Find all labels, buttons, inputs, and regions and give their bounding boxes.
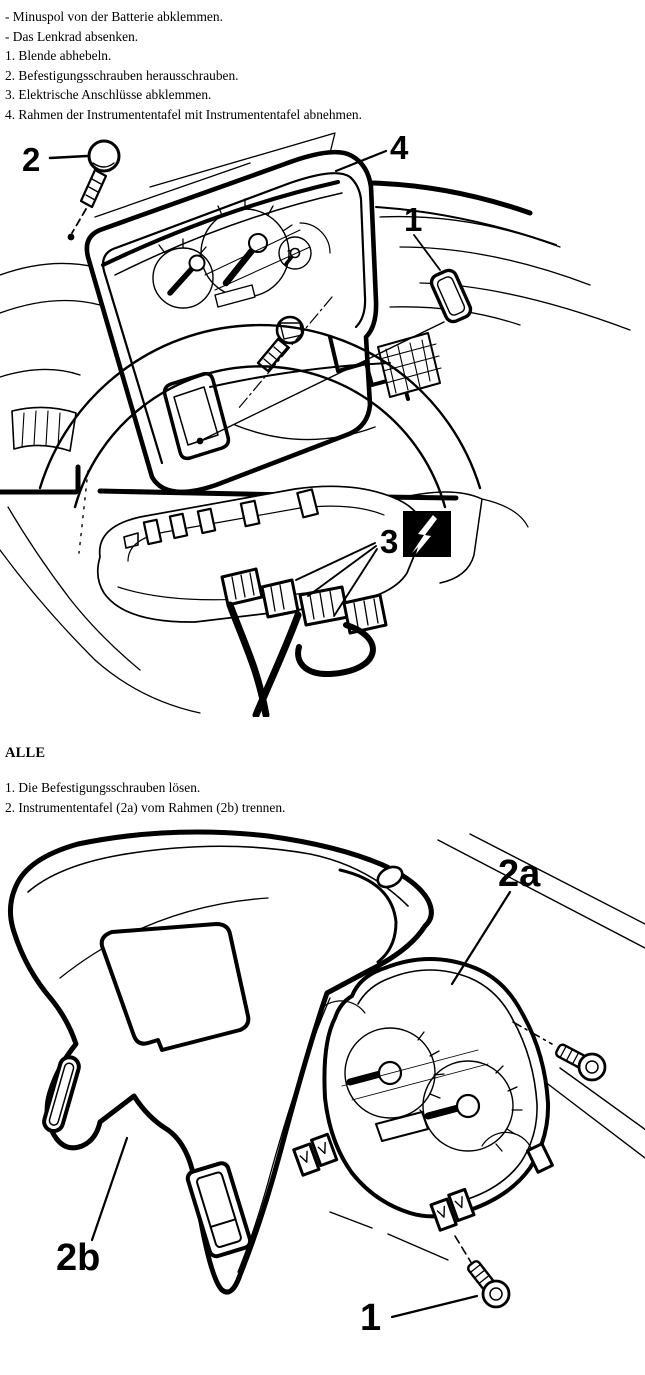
instruction-line: - Minuspol von der Batterie abklemmen. [5, 9, 223, 24]
instruction-line: 3. Elektrische Anschlüsse abklemmen. [5, 87, 212, 102]
callout-2a [452, 853, 541, 984]
section-heading: ALLE [5, 745, 46, 761]
screw-lower [455, 1236, 509, 1307]
instruction-line: 1. Blende abhebeln. [5, 48, 112, 63]
instructions-top [5, 7, 362, 124]
callout-2-screw [22, 141, 119, 240]
cluster-rear-view [0, 467, 528, 715]
callout-2b [56, 1138, 127, 1279]
instruction-line: 4. Rahmen der Instrumententafel mit Instrumententafel abnehmen. [5, 106, 362, 122]
instruction-line: 2. Instrumententafel (2a) vom Rahmen (2b) trennen. [5, 800, 286, 815]
instrument-frame [87, 152, 556, 492]
instruction-line: - Das Lenkrad absenken. [5, 28, 139, 44]
callout-2b-label: 2b [56, 1237, 101, 1279]
figure-panel-removal [0, 125, 645, 717]
callout-2a-label: 2a [498, 853, 541, 895]
callout-2-label: 2 [22, 141, 41, 178]
instrument-cluster-2a [293, 959, 553, 1260]
instruction-line: 1. Die Befestigungsschrauben lösen. [5, 780, 201, 795]
instruction-line: 2. Befestigungsschrauben herausschrauben. [5, 67, 239, 83]
callout-1-label: 1 [360, 1297, 382, 1339]
callout-1-label: 1 [404, 201, 423, 238]
instructions-bottom [5, 778, 285, 818]
callout-3-label: 3 [380, 523, 399, 560]
figure-cluster-separation [0, 828, 645, 1375]
callout-4-label: 4 [390, 129, 409, 166]
warning-icon-box [403, 511, 451, 557]
electrical-warning-icon [403, 511, 451, 557]
callout-1 [360, 1296, 477, 1339]
